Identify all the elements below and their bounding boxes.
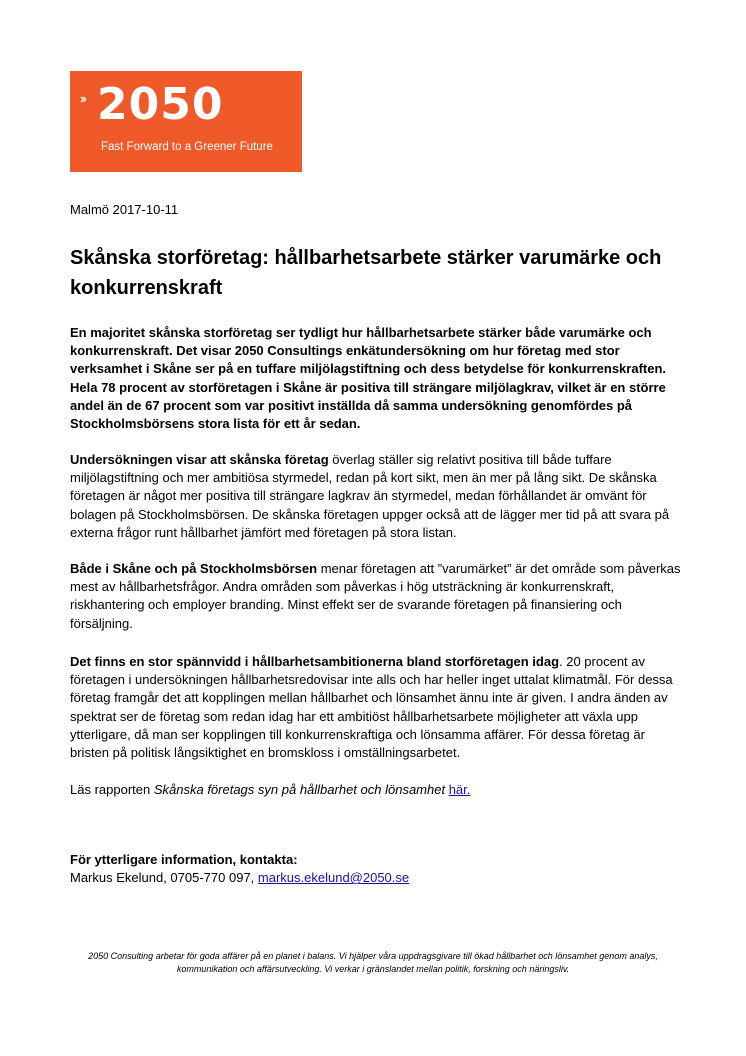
chevrons-icon: ››: [80, 91, 85, 106]
paragraph-1-text: överlag ställer sig relativt positiva till både tuffare miljölagstiftning och mer ambitiösa styrmedel, redan på kort sikt, men än mer på lång sikt. De skånska företagen är något mer positiva till strängare lagkrav än styrmedel, medan förhållandet är omvänt för bolagen på Stockholmsbörsen. De skånska företagen uppger också att de lägger mer tid på att svara på externa frågor runt hållbarhet jämfört med företagen på stora listan.: [70, 452, 670, 540]
body-paragraph-2: [70, 560, 682, 633]
logo-number: 2050: [97, 79, 224, 130]
page-title: Skånska storföretag: hållbarhetsarbete stärker varumärke och konkurrenskraft: [70, 247, 662, 299]
body-paragraph-1: [70, 451, 682, 542]
paragraph-2-lead-in: Både i Skåne och på Stockholmsbörsen: [70, 561, 318, 576]
lead-paragraph: En majoritet skånska storföretag ser tydligt hur hållbarhetsarbete stärker både varumärke och konkurrenskraft. Det visar 2050 Consultings enkätundersökning om hur företag med stor verksamhet i Skåne ser på en tuffare miljölagstiftning och dess betydelse för konkurrenskraften. Hela 78 procent av storföretagen i Skåne är positiva till strängare miljölagkrav, vilket är en större andel än de 67 procent som var positivt inställda då samma undersökning genomfördes på Stockholmsbörsens stora lista för ett år sedan.: [70, 325, 667, 432]
paragraph-1-lead-in: Undersökningen visar att skånska företag: [70, 452, 329, 467]
press-release-date: Malmö 2017-10-11: [70, 202, 179, 217]
paragraph-2-text: menar företagen att ”varumärket” är det område som påverkas mest av hållbarhetsfrågor. Andra områden som påverkas i hög utsträckning är konkurrenskraft, riskhantering och employer branding. Minst effekt ser de svarande företagen på finansiering och försäljning.: [70, 561, 681, 631]
report-link[interactable]: här.: [448, 782, 471, 797]
footer-text: 2050 Consulting arbetar för goda affärer på en planet i balans. Vi hjälper våra uppdragsgivare till ökad hållbarhet och lönsamhet genom analys, kommunikation och affärsutveckling. Vi verkar i gränslandet mellan politik, forskning och näringsliv.: [88, 951, 658, 974]
report-line: [70, 781, 682, 799]
contact-text: Markus Ekelund, 0705-770 097,: [70, 870, 258, 886]
paragraph-3-text: . 20 procent av företagen i undersökningen hållbarhetsredovisar inte alls och har heller inget uttalat klimatmål. För dessa företag framgår det att kopplingen mellan hållbarhet och lönsamhet ännu inte är given. I andra änden av spektrat ser de företag som redan idag har ett ambitiöst hållbarhetsarbete möjligheter att växla upp ytterligare, då man ser kopplingen till konkurrenskraftiga och lönsamma affärer. För dessa företag är bristen på politisk långsiktighet en bromskloss i omställningsarbetet.: [70, 654, 673, 761]
company-logo: [70, 71, 302, 172]
body-paragraph-3: [70, 653, 682, 762]
logo-tagline: Fast Forward to a Greener Future: [101, 141, 273, 153]
contact-block: [70, 851, 682, 887]
contact-heading: För ytterligare information, kontakta:: [70, 852, 298, 867]
paragraph-3-lead-in: Det finns en stor spännvidd i hållbarhetsambitionerna bland storföretagen idag: [70, 654, 560, 669]
report-title: Skånska företags syn på hållbarhet och lönsamhet: [153, 782, 446, 797]
report-prefix: Läs rapporten: [70, 782, 154, 797]
contact-email-link[interactable]: markus.ekelund@2050.se: [257, 870, 410, 886]
